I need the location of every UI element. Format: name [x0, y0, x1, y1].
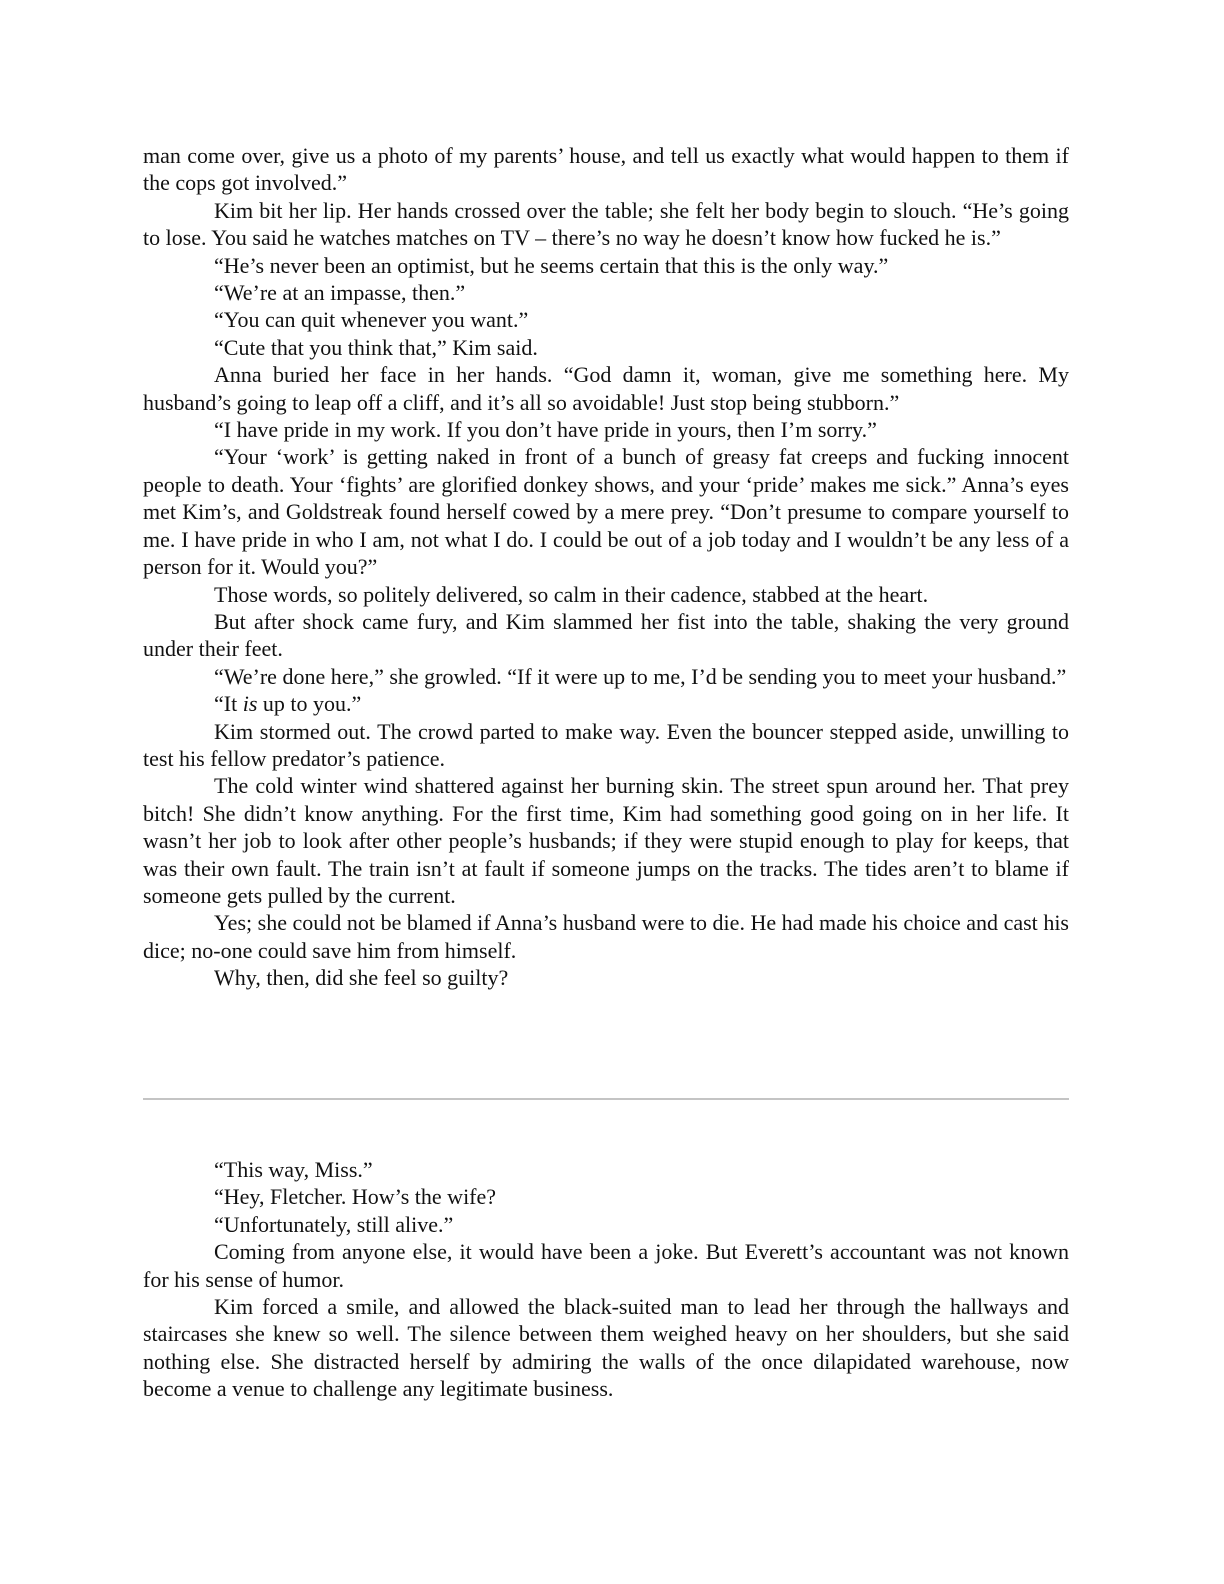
- section-one: [143, 142, 1069, 992]
- paragraph: Anna buried her face in her hands. “God damn it, woman, give me something here. My husband’s going to leap off a cliff, and it’s all so avoidable! Just stop being stubborn.”: [143, 362, 1069, 415]
- text-run: “It: [214, 691, 243, 717]
- paragraph: Yes; she could not be blamed if Anna’s husband were to die. He had made his choice and cast his dice; no-one could save him from himself.: [143, 910, 1069, 963]
- paragraph: “You can quit whenever you want.”: [214, 307, 529, 333]
- paragraph: “I have pride in my work. If you don’t have pride in yours, then I’m sorry.”: [214, 417, 877, 443]
- paragraph: The cold winter wind shattered against her burning skin. The street spun around her. That prey bitch! She didn’t know anything. For the first time, Kim had something good going on in her life. It wasn’t her job to look after other people’s husbands; if they were stupid enough to play for keeps, that was their own fault. The train isn’t at fault if someone jumps on the tracks. The tides aren’t to blame if someone gets pulled by the current.: [143, 773, 1069, 908]
- paragraph: Kim forced a smile, and allowed the black-suited man to lead her through the hallways and staircases she knew so well. The silence between them weighed heavy on her shoulders, but she said nothing else. She distracted herself by admiring the walls of the once dilapidated warehouse, now become a venue to challenge any legitimate business.: [143, 1294, 1069, 1402]
- italic-emphasis: is: [242, 691, 258, 717]
- paragraph: But after shock came fury, and Kim slammed her fist into the table, shaking the very ground under their feet.: [143, 608, 1069, 662]
- paragraph: Kim bit her lip. Her hands crossed over the table; she felt her body begin to slouch. “He’s going to lose. You said he watches matches on TV – there’s no way he doesn’t know how fucked he is.”: [143, 197, 1069, 251]
- paragraph: Kim stormed out. The crowd parted to make way. Even the bouncer stepped aside, unwilling to test his fellow predator’s patience.: [143, 718, 1069, 771]
- section-divider: [143, 1098, 1069, 1100]
- paragraph: man come over, give us a photo of my parents’ house, and tell us exactly what would happen to them if the cops got involved.”: [143, 143, 1069, 196]
- paragraph: “Hey, Fletcher. How’s the wife?: [214, 1184, 497, 1210]
- paragraph: “We’re done here,” she growled. “If it were up to me, I’d be sending you to meet your husband.”: [214, 663, 1067, 689]
- section-two: [143, 1156, 1069, 1403]
- paragraph-with-italic: [143, 690, 1069, 717]
- paragraph: “We’re at an impasse, then.”: [214, 280, 466, 306]
- document-page: [143, 142, 1069, 992]
- paragraph: Those words, so politely delivered, so calm in their cadence, stabbed at the heart.: [214, 581, 929, 607]
- paragraph: “This way, Miss.”: [214, 1157, 373, 1182]
- paragraph: “Your ‘work’ is getting naked in front of a bunch of greasy fat creeps and fucking innocent people to death. Your ‘fights’ are glorified donkey shows, and your ‘pride’ makes me sick.” Anna’s eyes met Kim’s, and Goldstreak found herself cowed by a mere prey. “Don’t presume to compare yourself to me. I have pride in who I am, not what I do. I could be out of a job today and I wouldn’t be any less of a person for it. Would you?”: [143, 444, 1069, 580]
- text-run: up to you.”: [257, 691, 362, 717]
- paragraph: Coming from anyone else, it would have been a joke. But Everett’s accountant was not known for his sense of humor.: [143, 1239, 1069, 1292]
- paragraph: Why, then, did she feel so guilty?: [214, 965, 509, 991]
- paragraph: “Unfortunately, still alive.”: [214, 1211, 454, 1237]
- paragraph: “He’s never been an optimist, but he seems certain that this is the only way.”: [214, 252, 889, 278]
- paragraph: “Cute that you think that,” Kim said.: [214, 334, 538, 360]
